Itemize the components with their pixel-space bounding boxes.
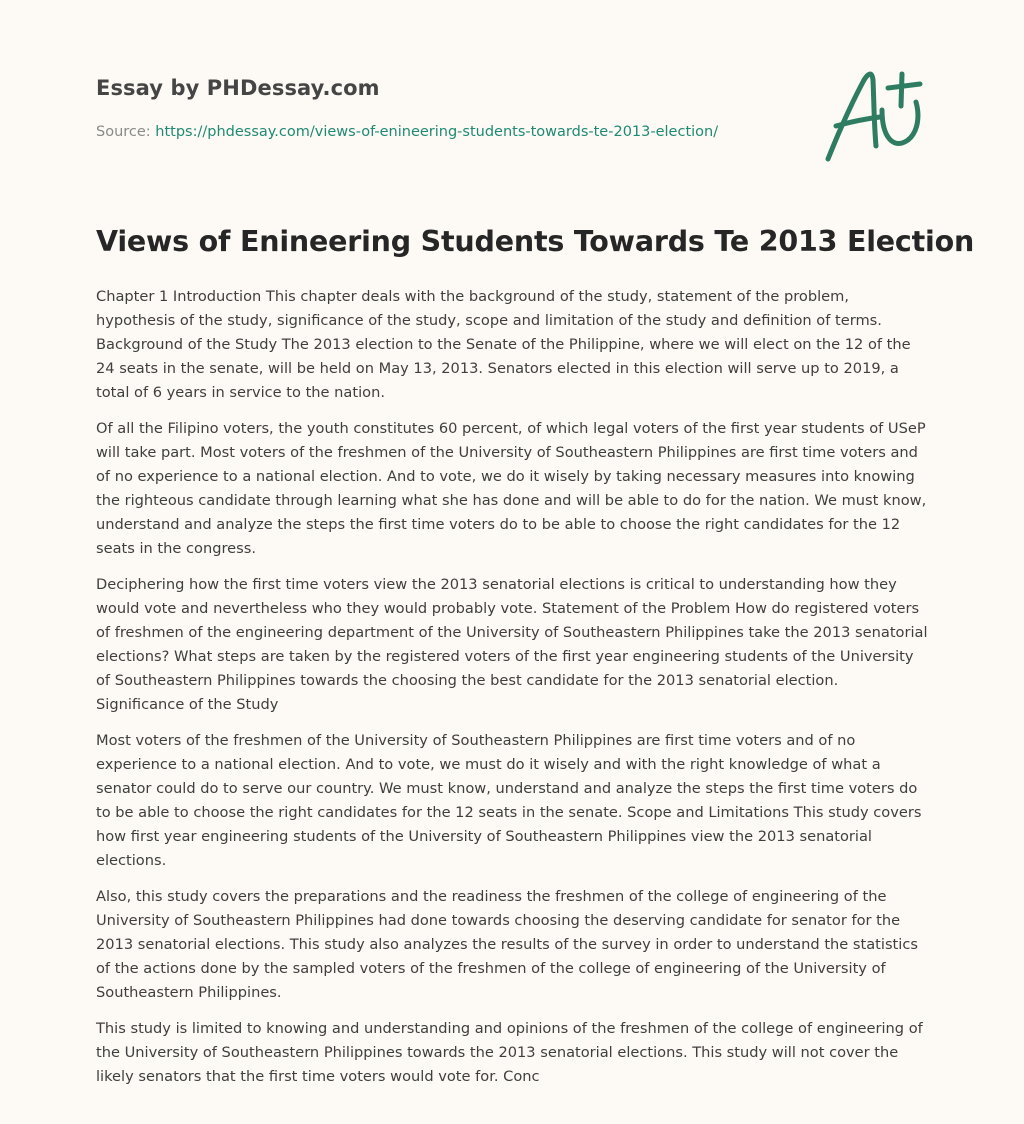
a-plus-logo-icon bbox=[824, 66, 928, 166]
essay-body bbox=[96, 285, 928, 1101]
essay-paragraph: Chapter 1 Introduction This chapter deals with the background of the study, statement of the problem, hypothesis of the study, significance of the study, scope and limitation of the study and definition of terms. Background of the Study The 2013 election to the Senate of the Philippine, where we will elect on the 12 of the 24 seats in the senate, will be held on May 13, 2013. Senators elected in this election will serve up to 2019, a total of 6 years in service to the nation. bbox=[96, 288, 911, 401]
essay-paragraph: This study is limited to knowing and understanding and opinions of the freshmen of the college of engineering of the University of Southeastern Philippines towards the 2013 senatorial elections. This study will not cover the likely senators that the first time voters would vote for. Conc bbox=[96, 1020, 923, 1085]
essay-title: Views of Enineering Students Towards Te 2013 Election bbox=[96, 225, 975, 258]
source-label: Source: bbox=[96, 124, 151, 140]
essay-paragraph: Also, this study covers the preparations and the readiness the freshmen of the college of engineering of the University of Southeastern Philippines had done towards choosing the deserving candidate for senator for the 2013 senatorial elections. This study also analyzes the results of the survey in order to understand the statistics of the actions done by the sampled voters of the freshmen of the college of engineering of the University of Southeastern Philippines. bbox=[96, 888, 918, 1001]
source-line bbox=[96, 124, 718, 140]
essay-paragraph: Of all the Filipino voters, the youth constitutes 60 percent, of which legal voters of the first year students of USeP will take part. Most voters of the freshmen of the University of Southeastern Philippines are first time voters and of no experience to a national election. And to vote, we do it wisely by taking necessary measures into knowing the righteous candidate through learning what she has done and will be able to do for the nation. We must know, understand and analyze the steps the first time voters do to be able to choose the right candidates for the 12 seats in the congress. bbox=[96, 420, 927, 557]
essay-paragraph: Deciphering how the first time voters view the 2013 senatorial elections is critical to understanding how they would vote and nevertheless who they would probably vote. Statement of the Problem How do registered voters of freshmen of the engineering department of the University of Southeastern Philippines take the 2013 senatorial elections? What steps are taken by the registered voters of the first year engineering students of the University of Southeastern Philippines towards the choosing the best candidate for the 2013 senatorial election. Significance of the Study bbox=[96, 576, 928, 713]
site-brand: Essay by PHDessay.com bbox=[96, 76, 380, 100]
source-link[interactable]: https://phdessay.com/views-of-enineering-students-towards-te-2013-election/ bbox=[155, 124, 719, 140]
essay-paragraph: Most voters of the freshmen of the University of Southeastern Philippines are first time voters and of no experience to a national election. And to vote, we must do it wisely and with the right knowledge of what a senator could do to serve our country. We must know, understand and analyze the steps the first time voters do to be able to choose the right candidates for the 12 seats in the senate. Scope and Limitations This study covers how first year engineering students of the University of Southeastern Philippines view the 2013 senatorial elections. bbox=[96, 732, 922, 869]
